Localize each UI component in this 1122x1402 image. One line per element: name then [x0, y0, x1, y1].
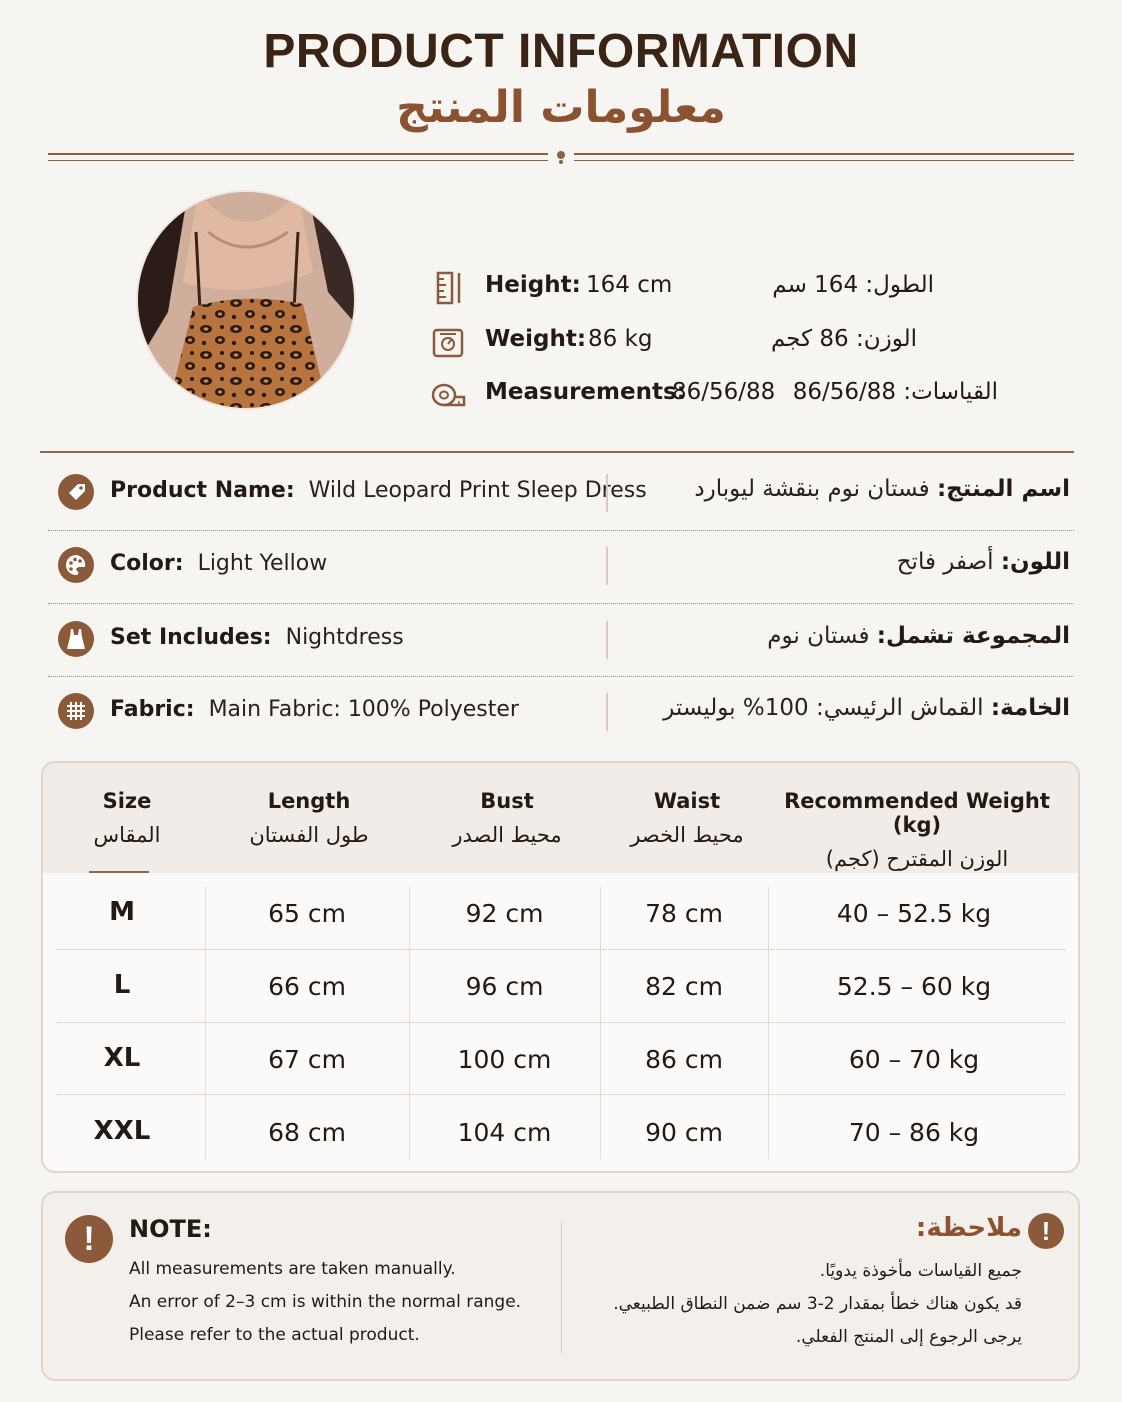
- model-measurements-row: Measurements: 86/56/88 القياسات: 86/56/88: [430, 375, 1030, 415]
- page-title-ar: معلومات المنتج: [396, 82, 726, 133]
- note-line: All measurements are taken manually.: [129, 1259, 456, 1279]
- header-waist: Waist محيط الخصر: [630, 789, 744, 847]
- note-box: [41, 1191, 1080, 1381]
- size-table: Size المقاس Length طول الفستان Bust محيط الصدر Waist محيط الخصر Recommended Weight (kg) الوزن المقترح (كجم) M 65 cm 92 cm 78 cm 40 – 52.5 kg L 66 cm 96 cm 82 cm 52.5 – 60 kg XL 67 cm 100 cm 86 cm 60 – 70 kg XXL 68 cm 104 cm 90 cm 70 – 86 kg: [41, 761, 1080, 1173]
- size-table-header: [43, 763, 1078, 873]
- tag-icon: [58, 474, 94, 510]
- info-row-set-includes: Set Includes: Nightdress المجموعة تشمل: فستان نوم: [40, 609, 1074, 669]
- model-photo: [138, 192, 354, 408]
- scale-icon: [430, 324, 466, 360]
- header-recommended-weight: Recommended Weight (kg) الوزن المقترح (كجم): [784, 789, 1050, 871]
- note-line-ar: قد يكون هناك خطأ بمقدار 2-3 سم ضمن النطاق الطبيعي.: [613, 1294, 1022, 1314]
- dress-icon: [58, 621, 94, 657]
- info-row-fabric: Fabric: Main Fabric: 100% Polyester الخامة: القماش الرئيسي: 100% بوليستر: [40, 681, 1074, 741]
- ruler-icon: [430, 270, 466, 306]
- note-title: NOTE:: [129, 1215, 212, 1243]
- info-row-product-name: Product Name: Wild Leopard Print Sleep Dress اسم المنتج: فستان نوم بنقشة ليوبارد: [40, 462, 1074, 522]
- fabric-grid-icon: [58, 693, 94, 729]
- section-divider: [40, 451, 1074, 453]
- model-height-row: Height: 164 cm الطول: 164 سم: [430, 268, 1030, 308]
- model-weight-row: Weight: 86 kg الوزن: 86 كجم: [430, 322, 1030, 362]
- note-line-ar: جميع القياسات مأخوذة يدويًا.: [819, 1261, 1022, 1281]
- note-line-ar: يرجى الرجوع إلى المنتج الفعلي.: [795, 1327, 1022, 1347]
- note-title-ar: ملاحظة:: [915, 1213, 1022, 1243]
- header-length: Length طول الفستان: [249, 789, 369, 847]
- warning-icon-ar: !: [1028, 1213, 1064, 1249]
- note-line: Please refer to the actual product.: [129, 1325, 420, 1345]
- warning-icon: !: [65, 1215, 113, 1263]
- note-line: An error of 2–3 cm is within the normal range.: [129, 1292, 522, 1312]
- header-bust: Bust محيط الصدر: [452, 789, 562, 847]
- tape-measure-icon: [430, 377, 466, 413]
- page-title: PRODUCT INFORMATION: [263, 25, 859, 78]
- palette-icon: [58, 547, 94, 583]
- header-size: Size المقاس: [93, 789, 161, 847]
- info-row-color: Color: Light Yellow اللون: أصفر فاتح: [40, 535, 1074, 595]
